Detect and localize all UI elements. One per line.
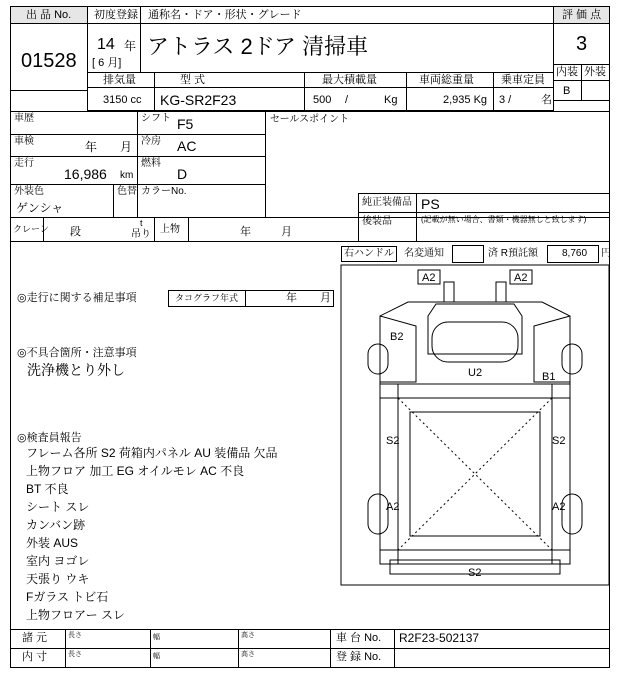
length-label: 長さ <box>68 632 82 639</box>
inspection-year-unit: 年 <box>85 140 98 154</box>
car-name-label: 通称名・ドア・形状・グレード <box>148 9 302 21</box>
capacity-label: 乗車定員 <box>501 74 545 86</box>
aftermarket-note: (記載が無い場合、書類・機器無しと致します) <box>421 215 587 224</box>
crane-label: クレーン <box>13 224 49 234</box>
interior-dim-label: 内 寸 <box>22 651 48 663</box>
mark-s2-rear: S2 <box>468 567 482 579</box>
max-load-label: 最大積載量 <box>322 74 377 86</box>
chassis-label: 車 台 No. <box>336 632 382 644</box>
mark-s2-left: S2 <box>386 435 400 447</box>
driving-label: ◎走行に関する補足事項 <box>17 292 137 304</box>
sales-point-label: セールスポイント <box>270 114 350 125</box>
body-year-unit: 年 <box>240 226 251 238</box>
handle: 右ハンドル <box>344 248 394 259</box>
wheel-rear-right <box>562 494 582 534</box>
first-reg-month: [ 6 月] <box>92 57 122 69</box>
inspector-line: 天張り ウキ <box>26 572 90 586</box>
width-label: 幅 <box>153 634 160 641</box>
inspector-line: フレーム各所 S2 荷箱内パネル AU 装備品 欠品 <box>26 446 278 460</box>
diagram-frame <box>341 265 609 585</box>
interior-label: 内装 <box>556 66 578 78</box>
lot-label: 出 品 No. <box>26 9 72 21</box>
spec-label-row <box>87 72 554 88</box>
model: KG-SR2F23 <box>160 92 237 108</box>
roof <box>432 322 518 362</box>
windshield <box>428 304 522 354</box>
inspection-month-unit: 月 <box>120 140 133 154</box>
eval-label: 評 価 点 <box>562 9 602 21</box>
mark-a2-right-top-text: A2 <box>514 272 528 284</box>
history-label: 車歴 <box>14 113 34 124</box>
lot-number: 01528 <box>21 50 77 72</box>
shift-label: シフト <box>141 113 171 124</box>
tacho-label: タコグラフ年式 <box>175 293 239 303</box>
inspector-line: シート スレ <box>26 500 90 514</box>
eval-score: 3 <box>576 33 588 55</box>
cargo-body <box>380 384 570 564</box>
crane-hang: 吊り <box>131 229 151 240</box>
first-reg-year-unit: 年 <box>124 39 137 53</box>
color-label: 外装色 <box>14 186 44 197</box>
body-label: 上物 <box>160 224 180 235</box>
wheel-rear-left <box>368 494 388 534</box>
shift: F5 <box>177 116 194 132</box>
inspector-line: Fガラス トビ石 <box>26 590 109 604</box>
exterior-grade-cell <box>581 80 610 101</box>
mileage: 16,986 <box>64 166 107 182</box>
defect-label: ◎不具合箇所・注意事項 <box>17 347 137 359</box>
mirror-left <box>444 282 454 302</box>
inspector-label: ◎検査員報告 <box>17 432 82 444</box>
mark-b2: B2 <box>390 331 404 343</box>
exterior-label: 外装 <box>584 66 606 78</box>
car-name: アトラス 2ドア 清掃車 <box>147 34 369 59</box>
recycle-label: 済 R預託額 <box>488 248 538 259</box>
first-reg-label: 初度登録 <box>94 9 138 21</box>
cargo-floor <box>410 412 540 536</box>
crane-ton-unit: t <box>140 218 143 228</box>
mark-a2-left-bottom: A2 <box>386 501 400 513</box>
dim-label: 諸 元 <box>22 632 48 644</box>
first-reg-year: 14 <box>97 36 115 53</box>
width-label-2: 幅 <box>153 653 160 660</box>
door-left <box>380 316 416 382</box>
interior-grade: B <box>563 85 571 97</box>
mark-s2-right: S2 <box>552 435 566 447</box>
gross-weight-label: 車両総重量 <box>419 74 474 86</box>
mileage-label: 走行 <box>14 158 34 169</box>
inspector-line: 上物フロア 加工 EG オイルモレ AC 不良 <box>26 464 245 478</box>
aftermarket-label: 後装品 <box>362 216 392 227</box>
color-no-label: 色替 <box>117 186 137 197</box>
ac-label: 冷房 <box>141 136 161 147</box>
max-load-sep: / <box>345 94 349 106</box>
mark-u2: U2 <box>468 367 483 379</box>
wheel-front-left <box>368 344 388 374</box>
mark-a2-right-bottom: A2 <box>552 501 566 513</box>
color-code-label: カラーNo. <box>141 186 187 197</box>
defect-text: 洗浄機とり外し <box>27 362 125 378</box>
inspector-line: BT 不良 <box>26 482 69 496</box>
displacement-label: 排気量 <box>103 74 136 86</box>
inspector-line: カンバン跡 <box>26 518 86 532</box>
color: ゲンシャ <box>16 201 64 215</box>
inspector-line: 外装 AUS <box>26 536 79 550</box>
fuel: D <box>177 166 188 182</box>
mark-a2-left-top-text: A2 <box>422 272 436 284</box>
length-label-2: 長さ <box>68 651 82 658</box>
vehicle-diagram <box>340 264 610 586</box>
gross-weight: 2,935 Kg <box>443 94 488 106</box>
chassis-no: R2F23-502137 <box>399 631 480 645</box>
capacity-unit: 名 <box>541 94 552 106</box>
displacement: 3150 cc <box>103 94 142 106</box>
ac: AC <box>177 138 197 154</box>
tacho-month-unit: 月 <box>320 292 331 304</box>
inspection-label: 車検 <box>14 136 34 147</box>
options: PS <box>421 196 440 212</box>
options-label: 純正装備品 <box>362 197 412 208</box>
tacho-year-unit: 年 <box>286 292 297 304</box>
inspector-line: 上物フロアー スレ <box>26 608 125 622</box>
mark-a2-left-top <box>418 270 440 284</box>
inspector-line: 室内 ヨゴレ <box>26 554 90 568</box>
name-change-label: 名変通知 <box>404 248 444 259</box>
inspector-lines <box>26 447 336 627</box>
mirror-right <box>496 282 506 302</box>
name-change-box <box>452 245 484 263</box>
mark-a2-right-top <box>510 270 532 284</box>
max-load-unit: Kg <box>384 94 398 106</box>
recycle-unit: 円 <box>601 248 611 259</box>
mileage-unit: km <box>120 170 134 181</box>
capacity: 3 / <box>499 94 512 106</box>
body-month-unit: 月 <box>281 226 292 238</box>
crane-stage-unit: 段 <box>70 226 81 238</box>
model-label: 型 式 <box>180 74 206 86</box>
height-label: 高さ <box>241 632 255 639</box>
fuel-label: 燃料 <box>141 158 161 169</box>
reg-label: 登 録 No. <box>336 651 382 663</box>
height-label-2: 高さ <box>241 651 255 658</box>
max-load: 500 <box>313 94 332 106</box>
wheel-front-right <box>562 344 582 374</box>
recycle-amount: 8,760 <box>562 248 588 259</box>
mark-b1: B1 <box>542 371 556 383</box>
